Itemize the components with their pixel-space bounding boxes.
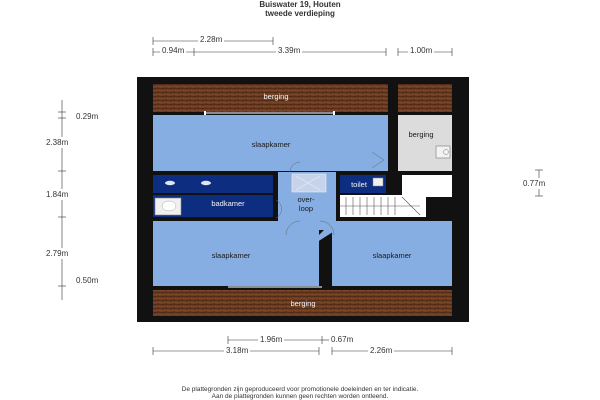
label-slaapkamer-right: slaapkamer [372,251,412,260]
berging-right [398,115,452,171]
dim-top-339: 3.39m [278,46,301,55]
address-title: Buiswater 19, Houten [259,0,341,9]
dim-left-050: 0.50m [76,276,99,285]
label-badkamer: badkamer [211,199,245,208]
dim-top-094: 0.94m [162,46,185,55]
boiler-icon [436,146,450,158]
label-berging-top: berging [263,92,289,101]
dim-left-029: 0.29m [76,112,99,121]
label-toilet: toilet [351,180,367,189]
floor-title: tweede verdieping [265,9,335,18]
toilet-icon [373,178,383,186]
disclaimer-line-1: De plattegronden zijn geproduceerd voor promotionele doeleinden en ter indicatie. [181,386,419,393]
dim-top-228: 2.28m [200,35,223,44]
label-berging-bottom: berging [290,299,316,308]
dim-top-100: 1.00m [410,46,433,55]
dim-bottom-318: 3.18m [226,346,249,355]
dim-left-279: 2.79m [46,249,69,258]
disclaimer-line-2: Aan de plattegronden kunnen geen rechten worden ontleend. [211,393,389,400]
dim-bottom-067: 0.67m [331,335,354,344]
label-berging-right: berging [408,130,434,139]
dim-left-184: 1.84m [46,190,69,199]
label-overloop-2: loop [298,204,314,213]
label-slaapkamer-left: slaapkamer [211,251,251,260]
dim-bottom-196: 1.96m [260,335,283,344]
label-slaapkamer-top: slaapkamer [251,140,291,149]
berging-top-right [398,84,452,112]
dim-left-238: 2.38m [46,138,69,147]
label-overloop-1: over- [297,195,315,204]
dim-right-077: 0.77m [523,179,546,188]
dim-bottom-226: 2.26m [370,346,393,355]
